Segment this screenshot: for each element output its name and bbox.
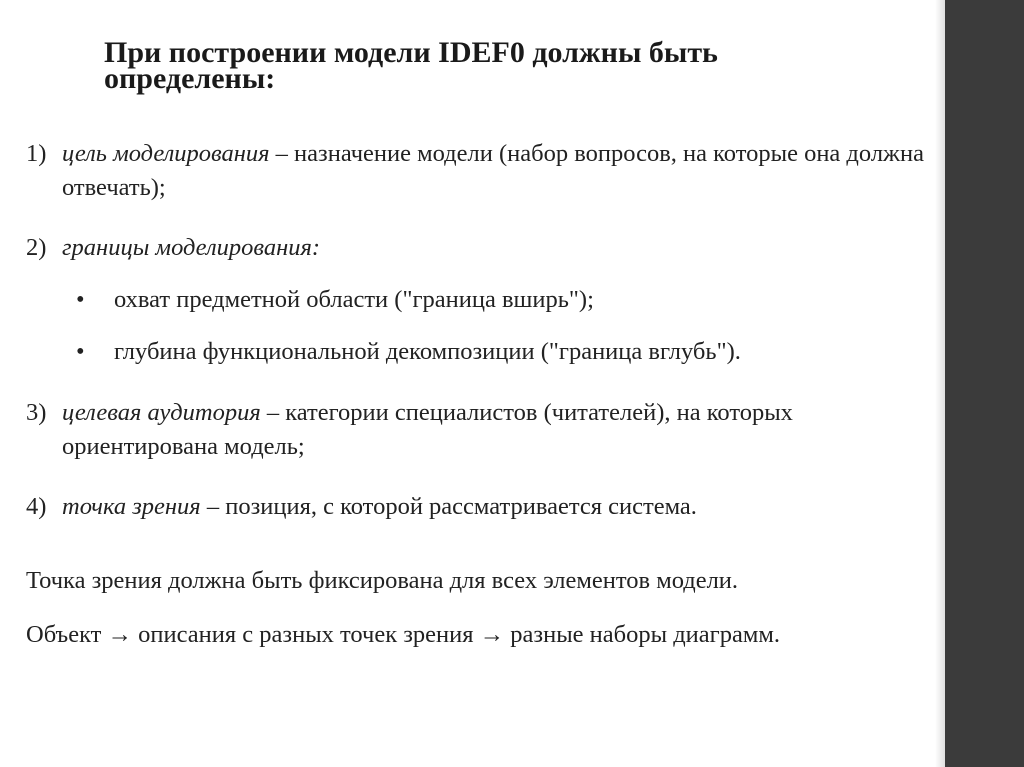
- list-item-2: [26, 231, 931, 265]
- bullet-text: глубина функциональной декомпозиции ("граница вглубь").: [114, 338, 741, 365]
- item-term: границы моделирования:: [62, 234, 321, 261]
- item-description: позиция, с которой рассматривается система.: [225, 493, 697, 520]
- bullet-text: охват предметной области ("граница вширь");: [114, 286, 594, 313]
- item-term: цель моделирования: [62, 140, 270, 167]
- item-number: 2): [26, 234, 47, 261]
- item-dash: –: [260, 399, 286, 426]
- arrow-right-icon: →: [107, 621, 133, 648]
- item-term: точка зрения: [62, 493, 201, 520]
- item-text: [62, 137, 931, 205]
- bullet-item-1: [76, 283, 594, 317]
- item-description: назначение модели (набор вопросов, на которые она должна отвечать);: [62, 140, 924, 201]
- item-description: категории специалистов (читателей), на которых ориентирована модель;: [62, 399, 793, 460]
- item-dash: –: [200, 493, 226, 520]
- list-item-3: [26, 396, 931, 464]
- item-number: 4): [26, 493, 47, 520]
- arrow-right-icon: →: [479, 621, 505, 648]
- item-term: целевая аудитория: [62, 399, 261, 426]
- item-text: [62, 490, 931, 524]
- bullet-marker: •: [76, 286, 85, 313]
- side-bar: [945, 0, 1024, 767]
- item-dash: –: [269, 140, 295, 167]
- list-item-4: [26, 490, 931, 524]
- item-number: 1): [26, 140, 47, 167]
- item-text: [62, 231, 931, 265]
- item-number: 3): [26, 399, 47, 426]
- note-part1: Объект: [26, 621, 102, 648]
- item-text: [62, 396, 931, 464]
- bullet-marker: •: [76, 338, 85, 365]
- list-item-1: [26, 137, 931, 205]
- slide-edge-shadow: [935, 0, 945, 767]
- note-part3: разные наборы диаграмм.: [510, 621, 780, 648]
- note-viewpoint: Точка зрения должна быть фиксирована для всех элементов модели.: [26, 567, 739, 594]
- bullet-item-2: [76, 335, 741, 369]
- note-diagrams: [26, 618, 780, 652]
- slide-title: При построении модели IDEF0 должны быть определены:: [104, 36, 718, 95]
- note-part2: описания с разных точек зрения: [138, 621, 474, 648]
